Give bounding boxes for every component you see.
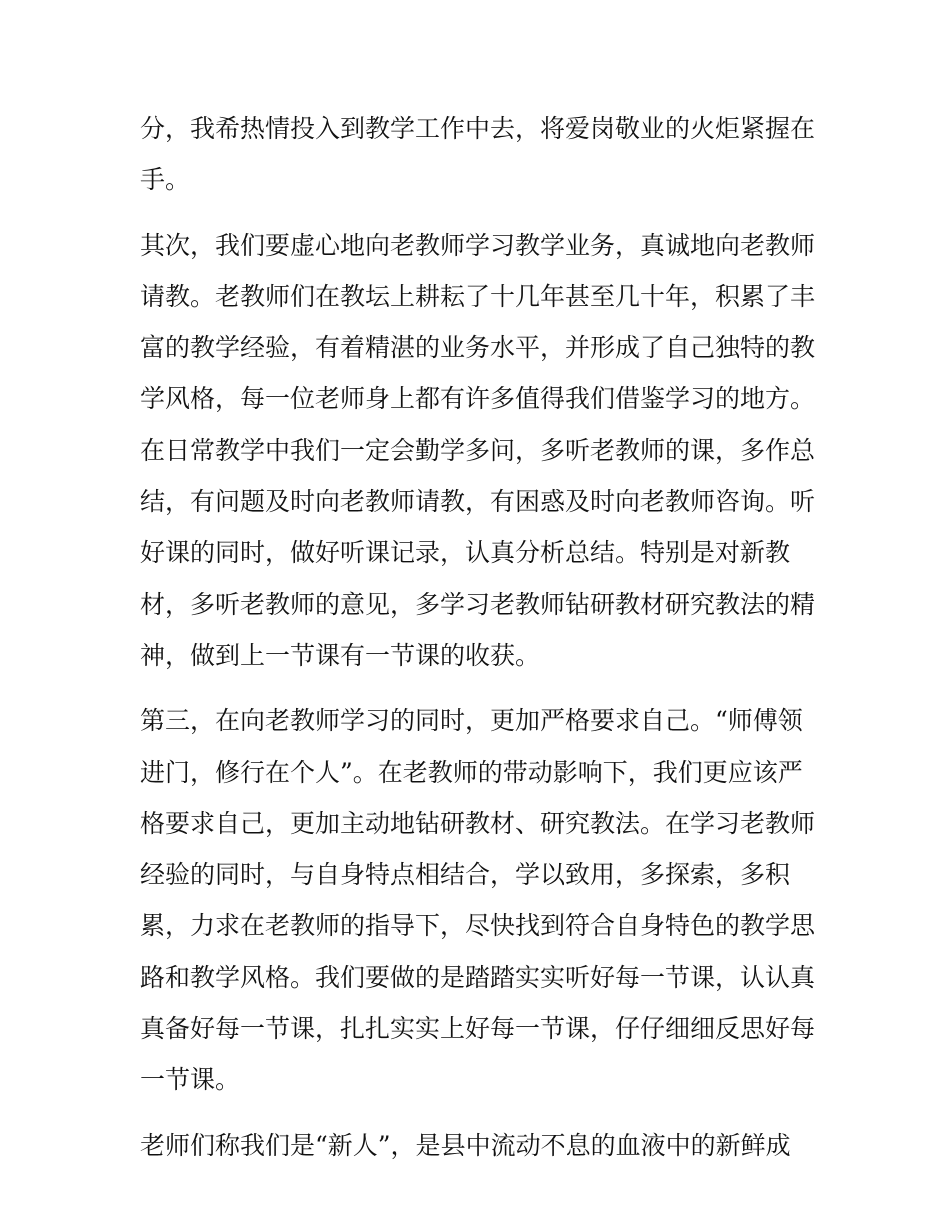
text-line: 一节课。 (140, 1065, 241, 1095)
text-line: 累，力求在老教师的指导下，尽快找到符合自身特色的教学思 (140, 911, 816, 941)
text-line: 好课的同时，做好听课记录，认真分析总结。特别是对新教 (140, 538, 791, 568)
text-line: 格要求自己，更加主动地钻研教材、研究教法。在学习老教师 (140, 808, 816, 838)
text-line: 分，我希热情投入到教学工作中去，将爱岗敬业的火炬紧握在 (140, 114, 816, 143)
text-line: 经验的同时，与自身特点相结合，学以致用，多探索，多积 (140, 860, 791, 890)
paragraph-4 (140, 1120, 820, 1171)
document-body (140, 103, 820, 1171)
text-line: 第三，在向老教师学习的同时，更加严格要求自己。“师傅领 (140, 706, 803, 736)
text-line: 结，有问题及时向老教师请教，有困惑及时向老教师咨询。听 (140, 487, 816, 517)
text-line: 在日常教学中我们一定会勤学多问，多听老教师的课，多作总 (140, 435, 816, 465)
text-line: 手。 (140, 165, 191, 195)
text-line: 其次，我们要虚心地向老教师学习教学业务，真诚地向老教师 (140, 230, 816, 260)
text-line: 富的教学经验，有着精湛的业务水平，并形成了自己独特的教 (140, 333, 816, 363)
text-line: 材，多听老教师的意见，多学习老教师钻研教材研究教法的精 (140, 589, 816, 619)
text-line: 路和教学风格。我们要做的是踏踏实实听好每一节课，认认真 (140, 962, 816, 992)
text-line: 请教。老教师们在教坛上耕耘了十几年甚至几十年，积累了丰 (140, 281, 816, 311)
paragraph-2 (140, 220, 820, 682)
text-line: 进门，修行在个人”。在老教师的带动影响下，我们更应该严 (140, 757, 803, 787)
text-line: 老师们称我们是“新人”，是县中流动不息的血液中的新鲜成 (140, 1130, 791, 1160)
text-line: 学风格，每一位老师身上都有许多值得我们借鉴学习的地方。 (140, 384, 816, 414)
paragraph-3 (140, 695, 820, 1105)
text-line: 神，做到上一节课有一节课的收获。 (140, 640, 541, 670)
paragraph-1 (140, 103, 820, 206)
text-line: 真备好每一节课，扎扎实实上好每一节课，仔仔细细反思好每 (140, 1014, 816, 1044)
